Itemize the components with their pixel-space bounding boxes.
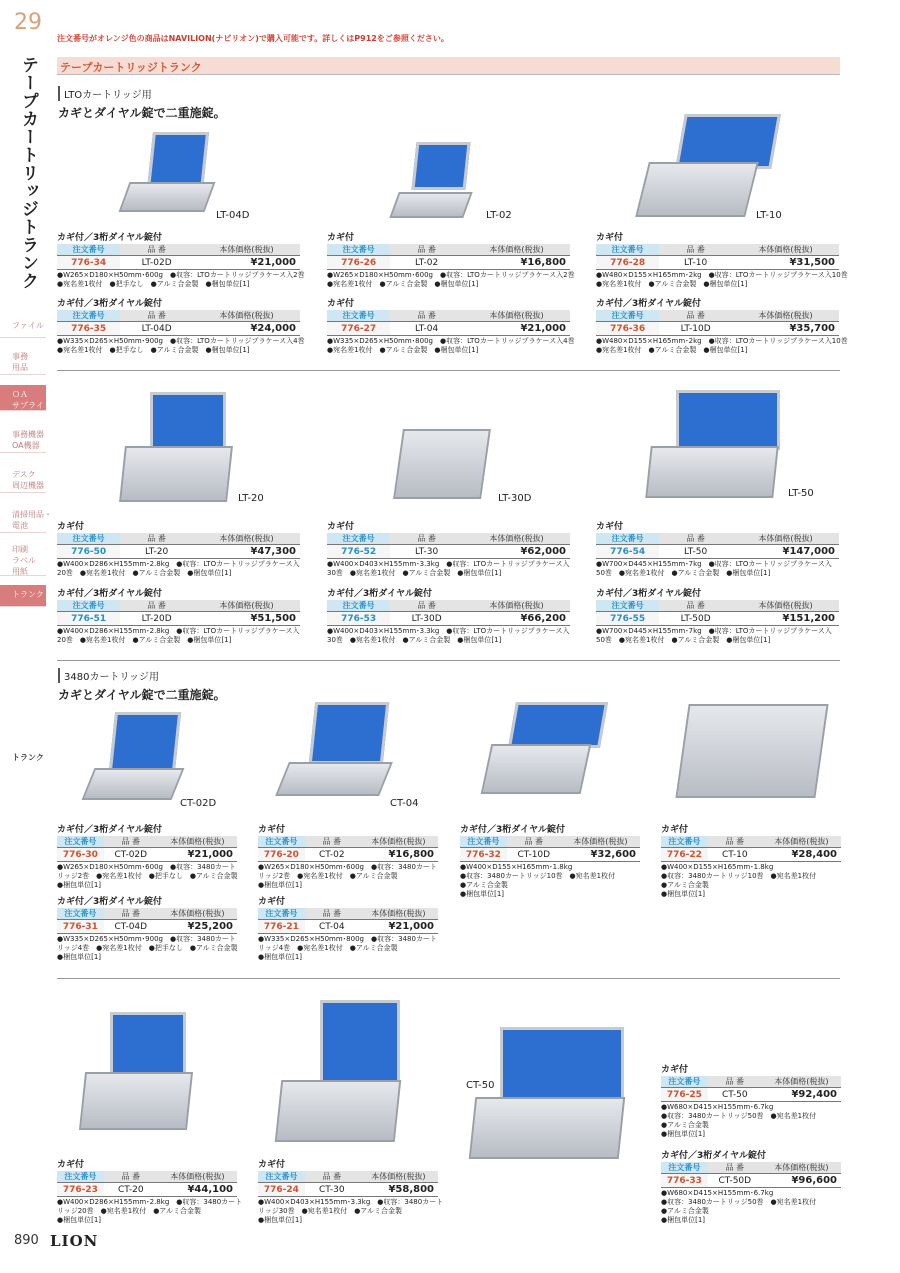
header-model: 品 番: [507, 836, 561, 848]
model-number: CT-10D: [507, 848, 561, 862]
price-group: [327, 586, 570, 645]
price-table: [57, 533, 300, 559]
model-number: CT-04D: [104, 920, 158, 934]
model-number: CT-50D: [708, 1174, 762, 1188]
price-table: [460, 836, 640, 862]
header-order: 注文番号: [57, 600, 120, 612]
header-price: 本体価格(税抜): [193, 244, 300, 256]
product-image-ct-20: [80, 1010, 192, 1135]
header-price: 本体価格(税抜): [158, 836, 237, 848]
header-price: 本体価格(税抜): [463, 310, 570, 322]
header-model: 品 番: [659, 533, 732, 545]
header-price: 本体価格(税抜): [359, 836, 438, 848]
price-table: [596, 244, 839, 270]
table-row: [57, 545, 300, 559]
sidebar-item-cleaning[interactable]: 清掃用品・ 電池: [0, 505, 46, 533]
sidebar-item-oa-equipment[interactable]: 事務機器 OA機器: [0, 425, 46, 453]
header-price: 本体価格(税抜): [732, 600, 839, 612]
header-order: 注文番号: [596, 533, 659, 545]
product-image-lt-50: [646, 388, 786, 508]
order-number[interactable]: 776-23: [57, 1183, 104, 1197]
sidebar-item-office[interactable]: 事務 用品: [0, 347, 46, 375]
header-price: 本体価格(税抜): [463, 533, 570, 545]
header-model: 品 番: [390, 600, 463, 612]
group-category: カギ付／3桁ダイヤル錠付: [57, 299, 162, 309]
price-group: [596, 586, 839, 645]
price-value: ¥21,000: [463, 322, 570, 336]
price-group: [661, 822, 841, 899]
price-value: ¥16,800: [359, 848, 438, 862]
price-group: [57, 296, 305, 355]
group-category: カギ付／3桁ダイヤル錠付: [57, 589, 162, 599]
price-group: [57, 230, 305, 289]
header-model: 品 番: [104, 836, 158, 848]
price-value: ¥44,100: [158, 1183, 237, 1197]
header-model: 品 番: [120, 600, 193, 612]
table-row: [258, 848, 438, 862]
model-tag-lt-50: LT-50: [788, 488, 814, 499]
model-number: CT-04: [305, 920, 359, 934]
sidebar-item-desk[interactable]: デスク 周辺機器: [0, 465, 46, 493]
group-category: カギ付／3桁ダイヤル錠付: [460, 825, 565, 835]
order-number[interactable]: 776-55: [596, 612, 659, 626]
spec-text: ●W400×D286×H155mm･2.8kg ●収容：LTOカートリッジプラケース入 20巻 ●宛名差1枚付 ●アルミ合金製 ●梱包単位[1]: [57, 560, 300, 577]
product-image-ct-10d: [484, 700, 608, 800]
price-table: [661, 1162, 841, 1188]
brand-logo: LION: [50, 1232, 99, 1250]
price-value: ¥21,000: [193, 256, 300, 270]
section-header-title: テープカートリッジトランク: [60, 61, 202, 74]
model-tag-ct-50: CT-50: [466, 1080, 495, 1091]
table-row: [596, 256, 839, 270]
price-value: ¥28,400: [762, 848, 841, 862]
table-row: [327, 612, 570, 626]
spec-text: ●W265×D180×H50mm･600g ●収容：LTOカートリッジプラケース入2巻 ●宛名差1枚付 ●把手なし ●アルミ合金製 ●梱包単位[1]: [57, 271, 305, 288]
model-number: CT-30: [305, 1183, 359, 1197]
price-group: [661, 1062, 841, 1139]
price-value: ¥51,500: [193, 612, 300, 626]
header-price: 本体価格(税抜): [732, 244, 839, 256]
header-model: 品 番: [104, 908, 158, 920]
group-category: カギ付: [327, 299, 355, 309]
header-order: 注文番号: [661, 1162, 708, 1174]
group-category: カギ付: [596, 233, 624, 243]
price-value: ¥21,000: [158, 848, 237, 862]
header-price: 本体価格(税抜): [561, 836, 640, 848]
table-row: [258, 920, 438, 934]
header-order: 注文番号: [258, 1171, 305, 1183]
order-number[interactable]: 776-36: [596, 322, 659, 336]
model-number: LT-20: [120, 545, 193, 559]
model-tag-lt-20: LT-20: [238, 493, 264, 504]
price-value: ¥35,700: [732, 322, 839, 336]
price-table: [596, 533, 839, 559]
spec-text: ●W400×D403×H155mm･3.3kg ●収容：LTOカートリッジプラケース入 30巻 ●宛名差1枚付 ●アルミ合金製 ●梱包単位[1]: [327, 560, 570, 577]
group-category: カギ付: [661, 825, 689, 835]
model-number: CT-02D: [104, 848, 158, 862]
table-row: [327, 322, 570, 336]
table-row: [596, 612, 839, 626]
spec-text: ●W335×D265×H50mm･800g ●収容：LTOカートリッジプラケース入4巻 ●宛名差1枚付 ●アルミ合金製 ●梱包単位[1]: [327, 337, 575, 354]
header-order: 注文番号: [661, 836, 708, 848]
header-price: 本体価格(税抜): [193, 310, 300, 322]
header-order: 注文番号: [327, 310, 390, 322]
group-category: カギ付／3桁ダイヤル錠付: [661, 1151, 766, 1161]
header-model: 品 番: [305, 836, 359, 848]
order-number[interactable]: 776-35: [57, 322, 120, 336]
price-table: [327, 600, 570, 626]
model-number: LT-30D: [390, 612, 463, 626]
header-order: 注文番号: [258, 836, 305, 848]
spec-text: ●W400×D286×H155mm･2.8kg ●収容：3480カート リッジ20巻 ●宛名差1枚付 ●アルミ合金製 ●梱包単位[1]: [57, 1198, 243, 1224]
table-row: [57, 322, 300, 336]
spec-text: ●W480×D155×H165mm･2kg ●収容：LTOカートリッジプラケース入10巻 ●宛名差1枚付 ●アルミ合金製 ●梱包単位[1]: [596, 337, 848, 354]
model-number: LT-02D: [120, 256, 193, 270]
header-price: 本体価格(税抜): [762, 1076, 841, 1088]
spec-text: ●W335×D265×H50mm･800g ●収容：3480カート リッジ4巻 ●宛名差1枚付 ●アルミ合金製 ●梱包単位[1]: [258, 935, 437, 961]
model-number: LT-04D: [120, 322, 193, 336]
group-category: カギ付: [57, 522, 85, 532]
table-row: [661, 848, 841, 862]
model-number: LT-10D: [659, 322, 732, 336]
header-model: 品 番: [390, 310, 463, 322]
price-table: [661, 1076, 841, 1102]
header-order: 注文番号: [57, 310, 120, 322]
spec-text: ●W265×D180×H50mm･600g ●収容：3480カート リッジ2巻 ●宛名差1枚付 ●把手なし ●アルミ合金製 ●梱包単位[1]: [57, 863, 238, 889]
header-order: 注文番号: [57, 533, 120, 545]
table-row: [327, 256, 570, 270]
price-group: [57, 586, 300, 645]
page-number: 890: [14, 1233, 39, 1248]
product-image-lt-30d: [392, 425, 492, 505]
spec-text: ●W400×D155×H165mm･1.8kg ●収容：3480カートリッジ10巻 ●宛名差1枚付 ●アルミ合金製 ●梱包単位[1]: [460, 863, 616, 898]
model-number: LT-04: [390, 322, 463, 336]
price-table: [57, 310, 300, 336]
model-number: CT-20: [104, 1183, 158, 1197]
order-number[interactable]: 776-20: [258, 848, 305, 862]
order-number[interactable]: 776-33: [661, 1174, 708, 1188]
model-number: LT-10: [659, 256, 732, 270]
spec-text: ●W400×D403×H155mm･3.3kg ●収容：LTOカートリッジプラケース入 30巻 ●宛名差1枚付 ●アルミ合金製 ●梱包単位[1]: [327, 627, 570, 644]
spec-text: ●W265×D180×H50mm･600g ●収容：LTOカートリッジプラケース入2巻 ●宛名差1枚付 ●アルミ合金製 ●梱包単位[1]: [327, 271, 575, 288]
price-value: ¥47,300: [193, 545, 300, 559]
price-group: [327, 296, 575, 355]
model-number: LT-20D: [120, 612, 193, 626]
header-model: 品 番: [708, 1076, 762, 1088]
header-price: 本体価格(税抜): [359, 1171, 438, 1183]
header-order: 注文番号: [596, 244, 659, 256]
order-number[interactable]: 776-51: [57, 612, 120, 626]
header-model: 品 番: [708, 836, 762, 848]
table-row: [596, 545, 839, 559]
model-tag-lt-02: LT-02: [486, 210, 512, 221]
price-group: [327, 519, 570, 578]
price-table: [596, 600, 839, 626]
spec-text: ●W335×D265×H50mm･900g ●収容：LTOカートリッジプラケース入4巻 ●宛名差1枚付 ●把手なし ●アルミ合金製 ●梱包単位[1]: [57, 337, 305, 354]
group-category: カギ付／3桁ダイヤル錠付: [57, 897, 162, 907]
order-number[interactable]: 776-30: [57, 848, 104, 862]
price-value: ¥24,000: [193, 322, 300, 336]
price-value: ¥62,000: [463, 545, 570, 559]
price-value: ¥32,600: [561, 848, 640, 862]
header-order: 注文番号: [57, 836, 104, 848]
price-table: [661, 836, 841, 862]
header-order: 注文番号: [327, 244, 390, 256]
section-label-3480: 3480カートリッジ用: [58, 668, 159, 683]
navilion-notice: 注文番号がオレンジ色の商品はNAVILION(ナビリオン)で購入可能です。詳しくはP912をご参照ください。: [57, 34, 449, 43]
sidebar-item-print[interactable]: 印刷 ラベル 用紙: [0, 540, 46, 576]
product-image-lt-04d: [122, 130, 212, 220]
header-price: 本体価格(税抜): [158, 1171, 237, 1183]
order-number[interactable]: 776-53: [327, 612, 390, 626]
price-table: [258, 908, 438, 934]
group-category: カギ付／3桁ダイヤル錠付: [596, 589, 701, 599]
group-category: カギ付: [258, 1160, 286, 1170]
divider: [57, 370, 840, 371]
header-model: 品 番: [659, 600, 732, 612]
header-order: 注文番号: [57, 908, 104, 920]
header-order: 注文番号: [661, 1076, 708, 1088]
table-row: [57, 848, 237, 862]
header-order: 注文番号: [327, 600, 390, 612]
header-model: 品 番: [104, 1171, 158, 1183]
price-group: [258, 1157, 444, 1225]
spec-text: ●W400×D155×H165mm･1.8kg ●収容：3480カートリッジ10巻 ●宛名差1枚付 ●アルミ合金製 ●梱包単位[1]: [661, 863, 817, 898]
header-price: 本体価格(税抜): [762, 1162, 841, 1174]
header-model: 品 番: [390, 244, 463, 256]
header-model: 品 番: [305, 1171, 359, 1183]
price-table: [596, 310, 839, 336]
price-group: [596, 519, 839, 578]
table-row: [57, 612, 300, 626]
price-value: ¥147,000: [732, 545, 839, 559]
group-category: カギ付: [327, 233, 355, 243]
header-price: 本体価格(税抜): [193, 600, 300, 612]
group-category: カギ付: [57, 1160, 85, 1170]
header-model: 品 番: [305, 908, 359, 920]
model-tag-ct-02d: CT-02D: [180, 798, 217, 809]
chapter-number: 29: [14, 10, 42, 35]
table-row: [327, 545, 570, 559]
header-order: 注文番号: [57, 244, 120, 256]
price-group: [258, 822, 438, 890]
header-order: 注文番号: [596, 600, 659, 612]
model-number: LT-02: [390, 256, 463, 270]
sidebar-item-trunk[interactable]: トランク: [0, 585, 46, 607]
header-model: 品 番: [120, 533, 193, 545]
group-category: カギ付／3桁ダイヤル錠付: [57, 825, 162, 835]
price-group: [596, 230, 848, 289]
group-category: カギ付: [596, 522, 624, 532]
price-table: [327, 244, 570, 270]
order-number[interactable]: 776-54: [596, 545, 659, 559]
price-group: [327, 230, 575, 289]
price-group: [57, 822, 237, 890]
price-table: [57, 244, 300, 270]
price-value: ¥25,200: [158, 920, 237, 934]
header-model: 品 番: [120, 244, 193, 256]
model-number: LT-50: [659, 545, 732, 559]
header-price: 本体価格(税抜): [359, 908, 438, 920]
group-category: カギ付: [327, 522, 355, 532]
order-number[interactable]: 776-21: [258, 920, 305, 934]
product-image-ct-30: [276, 998, 404, 1146]
table-row: [57, 920, 237, 934]
product-image-ct-04: [280, 700, 390, 805]
header-order: 注文番号: [596, 310, 659, 322]
price-table: [258, 1171, 438, 1197]
table-row: [57, 1183, 237, 1197]
divider: [57, 660, 840, 661]
model-number: CT-50: [708, 1088, 762, 1102]
header-model: 品 番: [659, 310, 732, 322]
price-value: ¥92,400: [762, 1088, 841, 1102]
order-number[interactable]: 776-22: [661, 848, 708, 862]
price-table: [57, 600, 300, 626]
header-order: 注文番号: [258, 908, 305, 920]
model-tag-lt-30d: LT-30D: [498, 493, 532, 504]
table-row: [57, 256, 300, 270]
order-number[interactable]: 776-31: [57, 920, 104, 934]
header-model: 品 番: [120, 310, 193, 322]
price-group: [596, 296, 848, 355]
price-table: [327, 533, 570, 559]
order-number[interactable]: 776-26: [327, 256, 390, 270]
order-number[interactable]: 776-25: [661, 1088, 708, 1102]
product-image-ct-50: [470, 1025, 630, 1165]
divider: [57, 978, 840, 979]
header-order: 注文番号: [57, 1171, 104, 1183]
product-image-lt-20: [120, 392, 232, 507]
group-category: カギ付: [258, 825, 286, 835]
order-number[interactable]: 776-52: [327, 545, 390, 559]
header-price: 本体価格(税抜): [732, 533, 839, 545]
sidebar-item-oa-supply[interactable]: ＯＡ サプライ: [0, 385, 46, 411]
group-category: カギ付／3桁ダイヤル錠付: [327, 589, 432, 599]
header-model: 品 番: [708, 1162, 762, 1174]
model-number: LT-50D: [659, 612, 732, 626]
product-image-lt-02: [390, 140, 475, 225]
price-group: [57, 1157, 243, 1225]
price-table: [57, 1171, 237, 1197]
price-group: [460, 822, 640, 899]
header-model: 品 番: [659, 244, 732, 256]
section-tagline-3480: カギとダイヤル錠で二重施錠。: [58, 688, 226, 702]
price-value: ¥21,000: [359, 920, 438, 934]
model-number: CT-10: [708, 848, 762, 862]
order-number[interactable]: 776-34: [57, 256, 120, 270]
model-tag-ct-04: CT-04: [390, 798, 419, 809]
price-value: ¥66,200: [463, 612, 570, 626]
spec-text: ●W480×D155×H165mm･2kg ●収容：LTOカートリッジプラケース入10巻 ●宛名差1枚付 ●アルミ合金製 ●梱包単位[1]: [596, 271, 848, 288]
spec-text: ●W680×D415×H155mm･6.7kg ●収容：3480カートリッジ50巻 ●宛名差1枚付 ●アルミ合金製 ●梱包単位[1]: [661, 1189, 817, 1224]
price-group: [57, 519, 300, 578]
order-number[interactable]: 776-50: [57, 545, 120, 559]
group-category: カギ付: [258, 897, 286, 907]
order-number[interactable]: 776-27: [327, 322, 390, 336]
model-tag-lt-10: LT-10: [756, 210, 782, 221]
header-model: 品 番: [390, 533, 463, 545]
sidebar-item-trunk-current[interactable]: トランク: [12, 753, 44, 762]
spec-text: ●W700×D445×H155mm･7kg ●収容：LTOカートリッジプラケース入 50巻 ●宛名差1枚付 ●アルミ合金製 ●梱包単位[1]: [596, 560, 832, 577]
group-category: カギ付／3桁ダイヤル錠付: [596, 299, 701, 309]
header-price: 本体価格(税抜): [762, 836, 841, 848]
spec-text: ●W400×D403×H155mm･3.3kg ●収容：3480カート リッジ30巻 ●宛名差1枚付 ●アルミ合金製 ●梱包単位[1]: [258, 1198, 444, 1224]
product-image-ct-10: [678, 700, 828, 805]
header-price: 本体価格(税抜): [732, 310, 839, 322]
spec-text: ●W400×D286×H155mm･2.8kg ●収容：LTOカートリッジプラケース入 20巻 ●宛名差1枚付 ●アルミ合金製 ●梱包単位[1]: [57, 627, 300, 644]
header-price: 本体価格(税抜): [463, 600, 570, 612]
price-value: ¥58,800: [359, 1183, 438, 1197]
table-row: [596, 322, 839, 336]
spec-text: ●W700×D445×H155mm･7kg ●収容：LTOカートリッジプラケース入 50巻 ●宛名差1枚付 ●アルミ合金製 ●梱包単位[1]: [596, 627, 832, 644]
section-tagline-lto: カギとダイヤル錠で二重施錠。: [58, 106, 226, 120]
header-order: 注文番号: [460, 836, 507, 848]
model-number: CT-02: [305, 848, 359, 862]
table-row: [460, 848, 640, 862]
spec-text: ●W335×D265×H50mm･900g ●収容：3480カート リッジ4巻 ●宛名差1枚付 ●把手なし ●アルミ合金製 ●梱包単位[1]: [57, 935, 238, 961]
price-group: [258, 894, 438, 962]
model-number: LT-30: [390, 545, 463, 559]
table-row: [258, 1183, 438, 1197]
header-price: 本体価格(税抜): [463, 244, 570, 256]
header-order: 注文番号: [327, 533, 390, 545]
spec-text: ●W680×D415×H155mm･6.7kg ●収容：3480カートリッジ50巻 ●宛名差1枚付 ●アルミ合金製 ●梱包単位[1]: [661, 1103, 817, 1138]
price-group: [57, 894, 237, 962]
model-tag-lt-04d: LT-04D: [216, 210, 250, 221]
table-row: [661, 1088, 841, 1102]
price-table: [258, 836, 438, 862]
group-category: カギ付／3桁ダイヤル錠付: [57, 233, 162, 243]
price-table: [327, 310, 570, 336]
price-table: [57, 908, 237, 934]
header-price: 本体価格(税抜): [158, 908, 237, 920]
product-image-ct-02d: [84, 710, 184, 810]
price-value: ¥151,200: [732, 612, 839, 626]
section-label-lto: LTOカートリッジ用: [58, 86, 152, 101]
price-value: ¥16,800: [463, 256, 570, 270]
group-category: カギ付: [661, 1065, 689, 1075]
price-group: [661, 1148, 841, 1225]
vertical-title: テープカートリッジトランク: [18, 56, 38, 290]
sidebar-item-file[interactable]: ファイル: [0, 316, 46, 338]
order-number[interactable]: 776-24: [258, 1183, 305, 1197]
price-value: ¥96,600: [762, 1174, 841, 1188]
order-number[interactable]: 776-28: [596, 256, 659, 270]
order-number[interactable]: 776-32: [460, 848, 507, 862]
header-price: 本体価格(税抜): [193, 533, 300, 545]
price-value: ¥31,500: [732, 256, 839, 270]
table-row: [661, 1174, 841, 1188]
spec-text: ●W265×D180×H50mm･600g ●収容：3480カート リッジ2巻 ●宛名差1枚付 ●アルミ合金製 ●梱包単位[1]: [258, 863, 437, 889]
price-table: [57, 836, 237, 862]
